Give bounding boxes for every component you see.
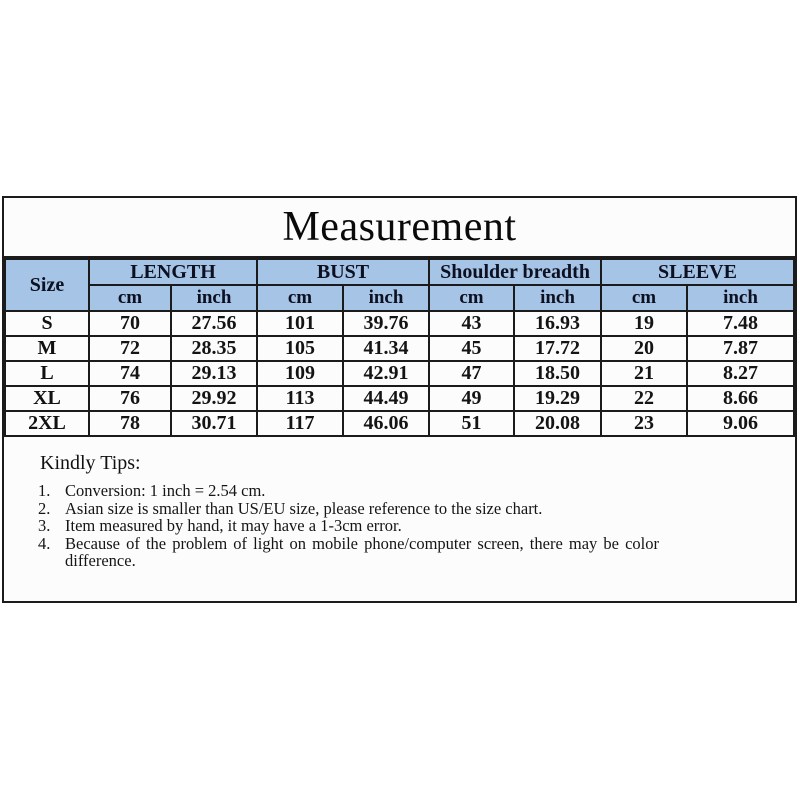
measurement-cell: 113 xyxy=(257,386,343,411)
measurement-cell: 17.72 xyxy=(514,336,601,361)
tip-text: Asian size is smaller than US/EU size, please reference to the size chart. xyxy=(65,498,543,518)
size-label: L xyxy=(5,361,89,386)
size-label: XL xyxy=(5,386,89,411)
measurement-cell: 9.06 xyxy=(687,411,794,436)
kindly-tips-section xyxy=(4,437,795,570)
tip-item-3 xyxy=(38,517,795,535)
measurement-cell: 29.13 xyxy=(171,361,257,386)
measurement-cell: 30.71 xyxy=(171,411,257,436)
measurement-sheet xyxy=(2,196,797,603)
measurement-cell: 7.48 xyxy=(687,311,794,336)
size-label: S xyxy=(5,311,89,336)
tip-text: Conversion: 1 inch = 2.54 cm. xyxy=(65,481,266,500)
tip-item-4 xyxy=(38,535,795,570)
measurement-cell: 70 xyxy=(89,311,171,336)
tip-number: 3. xyxy=(38,516,51,535)
table-row-m xyxy=(5,336,794,361)
table-row-s xyxy=(5,311,794,336)
unit-header-sleeve-inch: inch xyxy=(687,285,794,311)
title-bar xyxy=(4,198,795,258)
measurement-cell: 78 xyxy=(89,411,171,436)
page-title: Measurement xyxy=(282,204,517,250)
unit-header-length-inch: inch xyxy=(171,285,257,311)
col-header-bust: BUST xyxy=(257,259,429,285)
measurement-cell: 19.29 xyxy=(514,386,601,411)
measurement-cell: 28.35 xyxy=(171,336,257,361)
table-row-xl xyxy=(5,386,794,411)
measurement-cell: 22 xyxy=(601,386,687,411)
col-header-sleeve: SLEEVE xyxy=(601,259,794,285)
unit-header-shoulder-inch: inch xyxy=(514,285,601,311)
measurement-cell: 49 xyxy=(429,386,514,411)
tip-text: Because of the problem of light on mobile phone/computer screen, there may be color difference. xyxy=(65,533,659,570)
measurement-cell: 42.91 xyxy=(343,361,429,386)
tips-list xyxy=(38,482,795,570)
tip-text: Item measured by hand, it may have a 1-3cm error. xyxy=(65,516,402,535)
measurement-cell: 45 xyxy=(429,336,514,361)
measurement-cell: 109 xyxy=(257,361,343,386)
measurement-cell: 44.49 xyxy=(343,386,429,411)
table-row-2xl xyxy=(5,411,794,436)
unit-header-shoulder-cm: cm xyxy=(429,285,514,311)
col-header-length: LENGTH xyxy=(89,259,257,285)
size-table xyxy=(4,258,795,437)
col-header-shoulder-breadth: Shoulder breadth xyxy=(429,259,601,285)
tip-number: 4. xyxy=(38,533,51,553)
table-row-l xyxy=(5,361,794,386)
measurement-cell: 39.76 xyxy=(343,311,429,336)
measurement-cell: 21 xyxy=(601,361,687,386)
measurement-cell: 27.56 xyxy=(171,311,257,336)
measurement-cell: 101 xyxy=(257,311,343,336)
measurement-cell: 117 xyxy=(257,411,343,436)
measurement-cell: 20 xyxy=(601,336,687,361)
measurement-cell: 7.87 xyxy=(687,336,794,361)
measurement-cell: 47 xyxy=(429,361,514,386)
measurement-cell: 20.08 xyxy=(514,411,601,436)
tip-item-2 xyxy=(38,500,795,518)
tip-number: 2. xyxy=(38,498,51,518)
measurement-cell: 43 xyxy=(429,311,514,336)
measurement-cell: 23 xyxy=(601,411,687,436)
measurement-cell: 8.27 xyxy=(687,361,794,386)
measurement-cell: 51 xyxy=(429,411,514,436)
measurement-cell: 46.06 xyxy=(343,411,429,436)
unit-header-bust-cm: cm xyxy=(257,285,343,311)
measurement-cell: 8.66 xyxy=(687,386,794,411)
measurement-cell: 41.34 xyxy=(343,336,429,361)
unit-header-bust-inch: inch xyxy=(343,285,429,311)
measurement-cell: 74 xyxy=(89,361,171,386)
measurement-cell: 72 xyxy=(89,336,171,361)
unit-header-sleeve-cm: cm xyxy=(601,285,687,311)
measurement-cell: 29.92 xyxy=(171,386,257,411)
measurement-cell: 18.50 xyxy=(514,361,601,386)
measurement-cell: 16.93 xyxy=(514,311,601,336)
col-header-size: Size xyxy=(5,259,89,311)
tip-number: 1. xyxy=(38,481,51,500)
size-label: M xyxy=(5,336,89,361)
tip-item-1 xyxy=(38,482,795,500)
measurement-cell: 19 xyxy=(601,311,687,336)
size-label: 2XL xyxy=(5,411,89,436)
measurement-cell: 105 xyxy=(257,336,343,361)
unit-header-length-cm: cm xyxy=(89,285,171,311)
measurement-cell: 76 xyxy=(89,386,171,411)
tips-heading: Kindly Tips: xyxy=(40,452,141,474)
